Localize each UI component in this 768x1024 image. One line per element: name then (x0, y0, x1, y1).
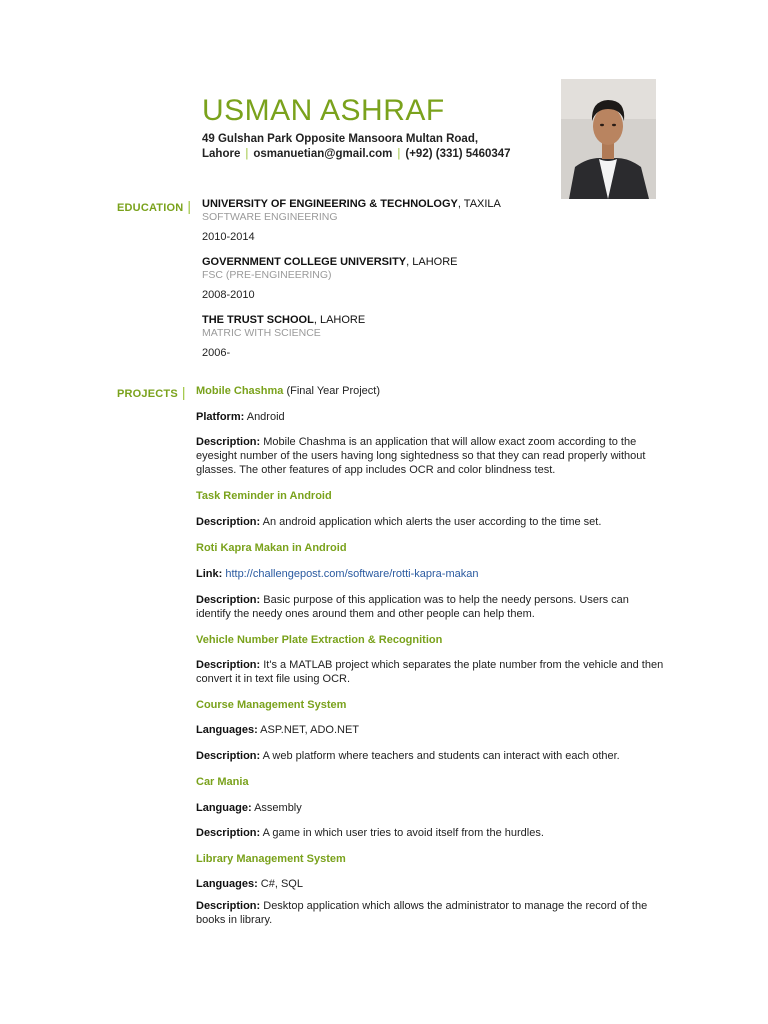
email-text: osmanuetian@gmail.com (253, 148, 393, 160)
field-value: Desktop application which allows the administrator to manage the record of the books in library. (196, 900, 648, 926)
project-description (196, 593, 666, 621)
degree: SOFTWARE ENGINEERING (202, 211, 338, 223)
field-label: Link: (196, 568, 223, 580)
project-title: Course Management System (196, 699, 347, 711)
field-label: Description: (196, 436, 261, 448)
field-label: Description: (196, 900, 261, 912)
address-line: 49 Gulshan Park Opposite Mansoora Multan Road, (202, 133, 479, 145)
field-value: It's a MATLAB project which separates the plate number from the vehicle and then convert it in text file using OCR. (196, 659, 664, 685)
school-city: , TAXILA (457, 198, 501, 210)
projects-label-text: PROJECTS (117, 388, 178, 400)
school-name: GOVERNMENT COLLEGE UNIVERSITY (202, 256, 407, 268)
project-platform (196, 410, 666, 424)
project-description (196, 826, 666, 840)
section-bar: | (181, 384, 186, 400)
project-url-link[interactable]: http://challengepost.com/software/rotti-kapra-makan (222, 568, 479, 580)
project-title: Library Management System (196, 853, 346, 865)
project-note: (Final Year Project) (283, 385, 381, 397)
person-photo-icon (561, 79, 656, 199)
field-label: Description: (196, 594, 261, 606)
projects-section-label (117, 384, 186, 400)
project-heading (196, 633, 666, 647)
field-label: Description: (196, 750, 261, 762)
field-value: Basic purpose of this application was to help the needy persons. Users can identify the needy ones around them and other people can help them. (196, 594, 629, 620)
field-value: A web platform where teachers and students can interact with each other. (260, 750, 620, 762)
school-city: , LAHORE (406, 256, 458, 268)
project-description (196, 899, 666, 927)
project-heading (196, 384, 666, 398)
education-section-label (117, 198, 191, 214)
project-description (196, 515, 666, 529)
project-title: Roti Kapra Makan in Android (196, 542, 347, 554)
project-description (196, 749, 666, 763)
field-value: ASP.NET, ADO.NET (257, 724, 360, 736)
field-value: An android application which alerts the user according to the time set. (260, 516, 602, 528)
separator: | (245, 148, 249, 160)
project-languages (196, 723, 666, 737)
degree: FSC (PRE-ENGINEERING) (202, 269, 332, 281)
project-title: Task Reminder in Android (196, 490, 332, 502)
field-value: Mobile Chashma is an application that will allow exact zoom according to the eyesight number of the users having long sightedness so that they can read properly without glasses. The other features of app includes OCR and color blindness test. (196, 436, 646, 476)
field-label: Languages: (196, 724, 258, 736)
field-value: Android (244, 411, 285, 423)
project-heading (196, 489, 666, 503)
project-description (196, 435, 666, 477)
project-languages (196, 877, 666, 891)
education-item (202, 314, 652, 359)
field-label: Description: (196, 516, 261, 528)
education-item (202, 198, 652, 243)
field-label: Languages: (196, 878, 258, 890)
school-name: UNIVERSITY OF ENGINEERING & TECHNOLOGY (202, 198, 458, 210)
project-title: Vehicle Number Plate Extraction & Recognition (196, 634, 443, 646)
profile-photo (561, 79, 656, 199)
field-value: C#, SQL (257, 878, 303, 890)
education-item (202, 256, 652, 301)
school-city: , LAHORE (313, 314, 366, 326)
project-heading (196, 775, 666, 789)
project-description (196, 658, 666, 686)
city-text: Lahore (202, 148, 241, 160)
years: 2006- (202, 347, 231, 359)
project-languages (196, 801, 666, 815)
project-heading (196, 541, 666, 555)
contact-line (202, 147, 511, 162)
field-label: Platform: (196, 411, 245, 423)
years: 2008-2010 (202, 289, 255, 301)
education-label-text: EDUCATION (117, 202, 184, 214)
field-label: Language: (196, 802, 252, 814)
field-label: Description: (196, 659, 261, 671)
project-title: Car Mania (196, 776, 249, 788)
phone-text: (+92) (331) 5460347 (405, 148, 511, 160)
school-name: THE TRUST SCHOOL (202, 314, 314, 326)
project-link (196, 567, 666, 581)
separator: | (397, 148, 401, 160)
years: 2010-2014 (202, 231, 255, 243)
section-bar: | (187, 198, 192, 214)
degree: MATRIC WITH SCIENCE (202, 327, 321, 339)
contact-block (202, 132, 511, 162)
project-heading (196, 852, 666, 866)
project-heading (196, 698, 666, 712)
field-value: A game in which user tries to avoid itself from the hurdles. (260, 827, 544, 839)
project-title: Mobile Chashma (196, 385, 284, 397)
field-label: Description: (196, 827, 261, 839)
field-value: Assembly (251, 802, 302, 814)
candidate-name: USMAN ASHRAF (202, 94, 445, 127)
